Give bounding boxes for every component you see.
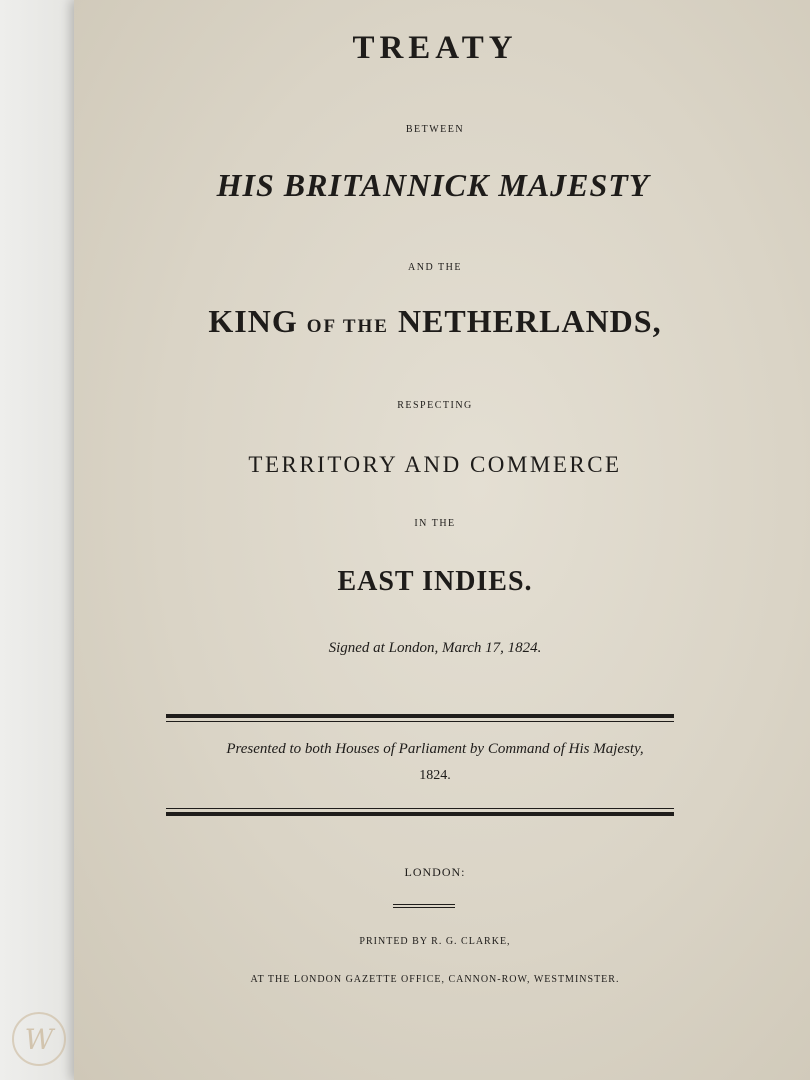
party-two-king: KING <box>208 303 298 339</box>
signed-line: Signed at London, March 17, 1824. <box>328 640 542 656</box>
double-rule-bottom-thin <box>166 808 674 809</box>
imprint-address: AT THE LONDON GAZETTE OFFICE, CANNON-ROW, WESTMINSTER. <box>250 974 620 985</box>
presentation-text: Presented to both Houses of Parliament by Command of His Majesty, <box>226 741 644 757</box>
party-one: HIS BRITANNICK MAJESTY <box>216 167 650 203</box>
between-label: BETWEEN <box>405 124 465 135</box>
in-the-label: IN THE <box>414 518 456 529</box>
party-two-of-the: OF THE <box>306 316 389 337</box>
imprint-printer: PRINTED BY R. G. CLARKE, <box>359 936 511 947</box>
party-two-netherlands: NETHERLANDS, <box>397 303 662 339</box>
short-rule-top <box>393 904 455 905</box>
watermark-letter: W <box>24 1022 54 1056</box>
document-page <box>74 0 810 1080</box>
treaty-region: EAST INDIES. <box>337 566 533 597</box>
double-rule-bottom-thick <box>166 812 674 816</box>
short-rule-bottom <box>393 907 455 908</box>
watermark-logo-icon <box>12 1012 66 1066</box>
and-the-label: AND THE <box>408 262 462 273</box>
party-two <box>30 303 810 340</box>
treaty-subject: TERRITORY AND COMMERCE <box>248 452 622 477</box>
document-title: TREATY <box>352 30 518 66</box>
respecting-label: RESPECTING <box>397 400 473 411</box>
double-rule-top-thin <box>166 721 674 722</box>
imprint-city: LONDON: <box>404 865 466 879</box>
double-rule-top-thick <box>166 714 674 718</box>
presentation-year: 1824. <box>419 768 451 783</box>
